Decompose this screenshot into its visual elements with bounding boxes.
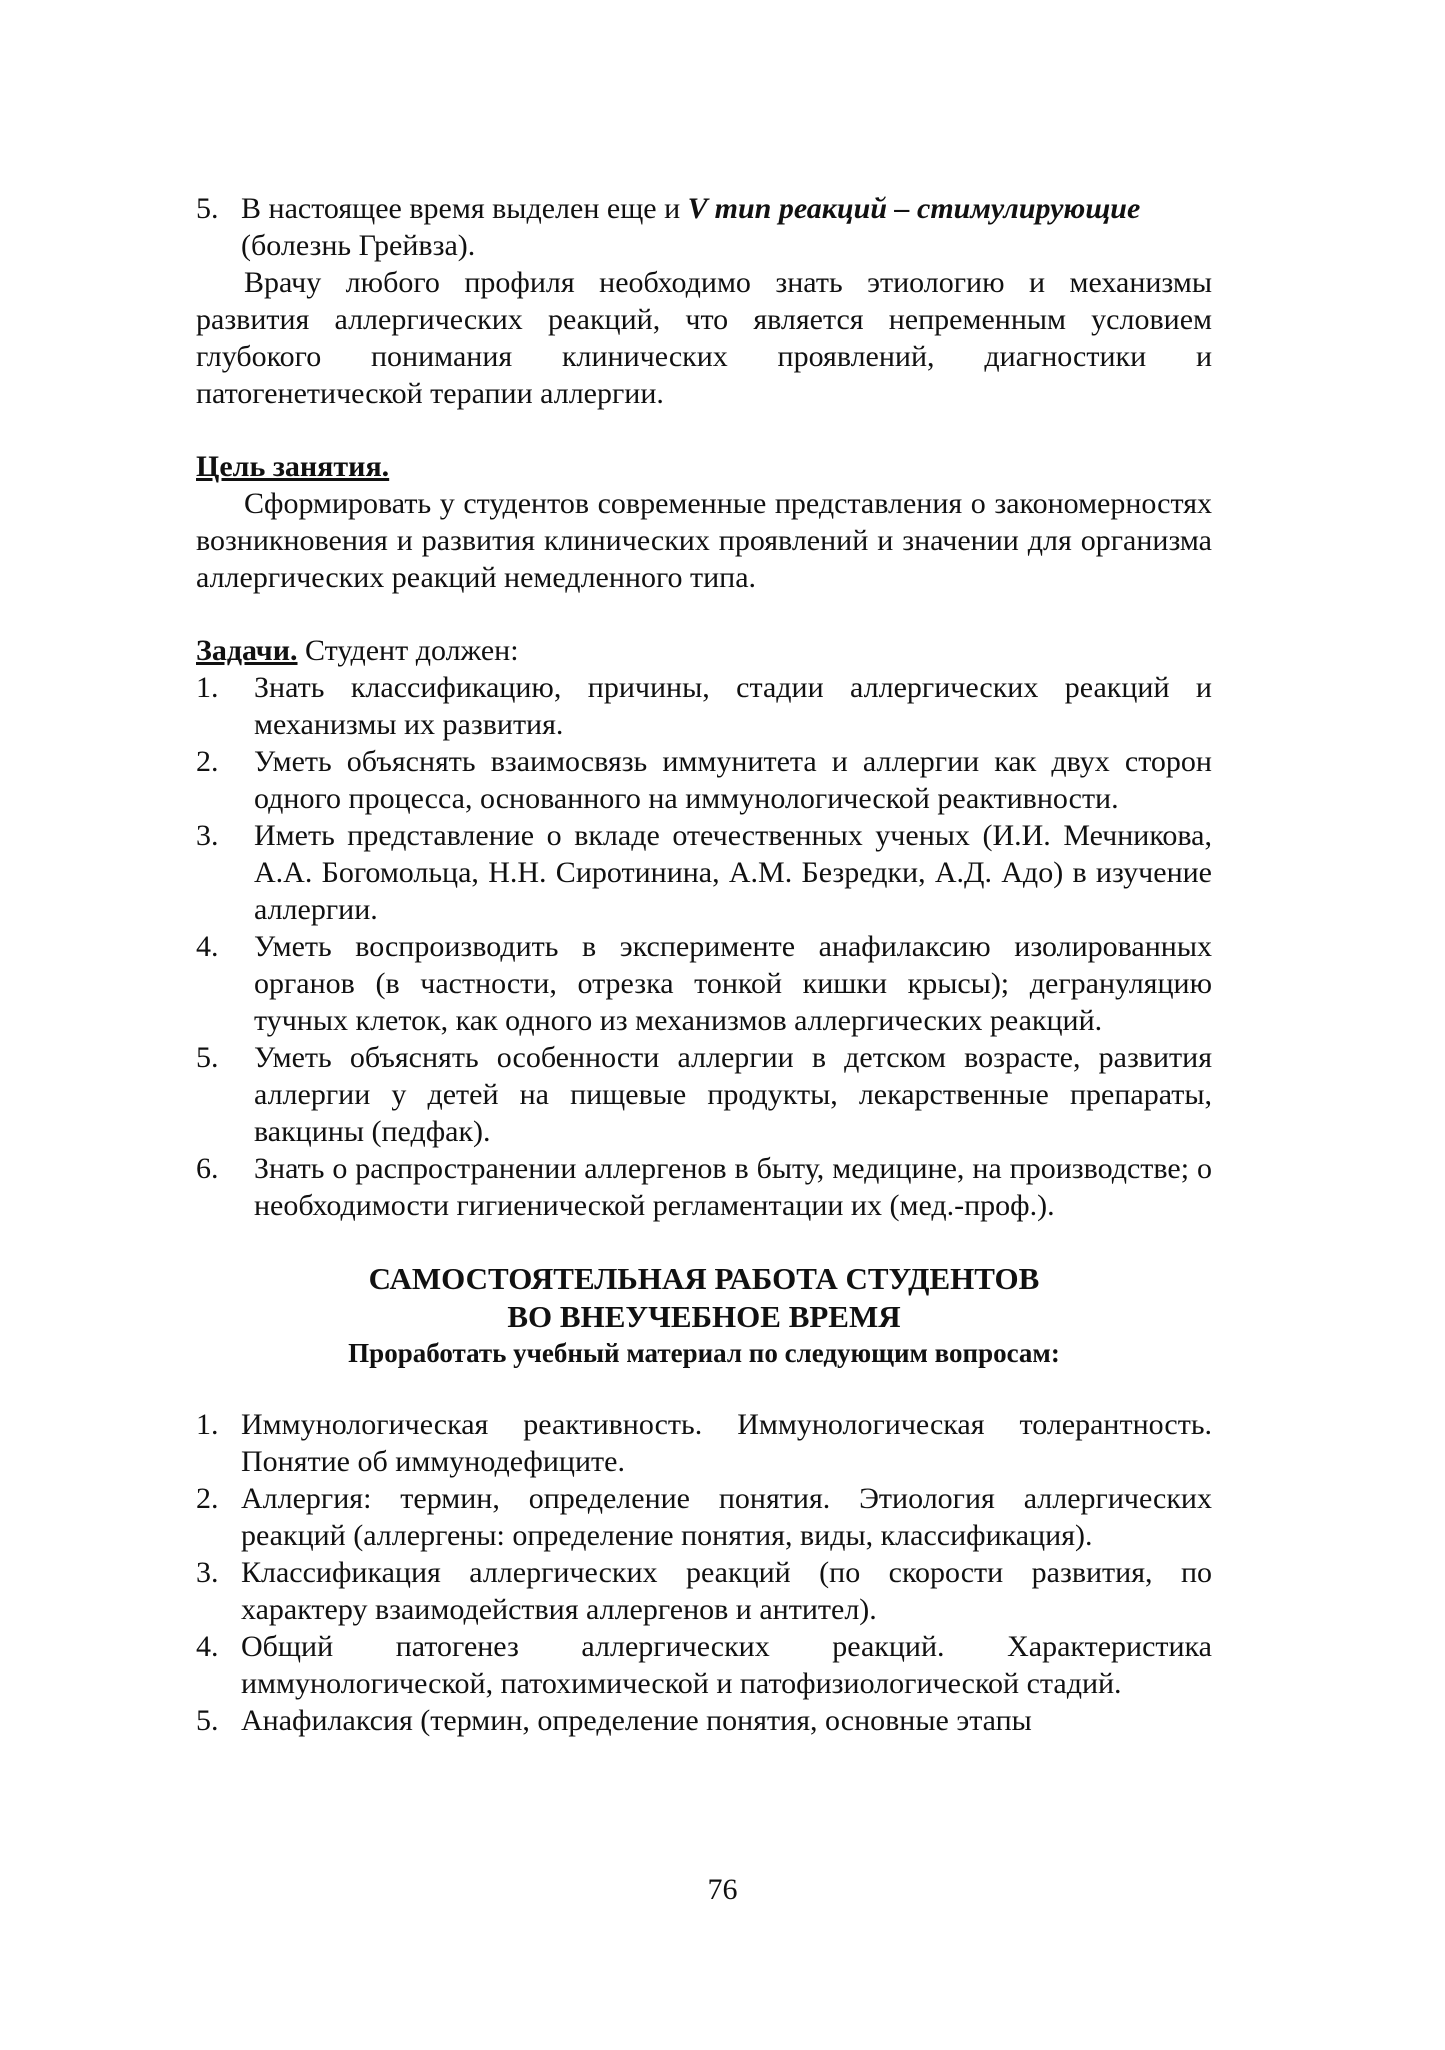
item-number: 1. — [196, 671, 219, 704]
list-item — [196, 928, 1212, 1039]
goal-text: Сформировать у студентов современные представления о закономерностях возникновения и развития клинических проявлений и значении для организма аллергических реакций немедленного типа. — [196, 487, 1212, 594]
list-item — [196, 669, 1212, 743]
item-text: Уметь объяснять взаимосвязь иммунитета и аллергии как двух сторон одного процесса, основанного на иммунологической реактивности. — [254, 745, 1212, 815]
tasks-lead: Студент должен: — [297, 634, 519, 667]
list-item — [196, 743, 1212, 817]
section-title-line1: САМОСТОЯТЕЛЬНАЯ РАБОТА СТУДЕНТОВ — [368, 1261, 1040, 1296]
list-item — [196, 190, 1212, 264]
list-item — [196, 1150, 1212, 1224]
item-text: Аллергия: термин, определение понятия. Этиология аллергических реакций (аллергены: определение понятия, виды, классификация). — [241, 1482, 1212, 1552]
item-text: Общий патогенез аллергических реакций. Характеристика иммунологической, патохимической и патофизиологической стадий. — [241, 1630, 1212, 1700]
item-text: Уметь воспроизводить в эксперименте анафилаксию изолированных органов (в частности, отрезка тонкой кишки крысы); дегрануляцию тучных клеток, как одного из механизмов аллергических реакций. — [254, 930, 1212, 1037]
item-number: 5. — [196, 1041, 219, 1074]
goal-heading-text: Цель занятия. — [196, 450, 390, 483]
item-number: 2. — [196, 745, 219, 778]
item-text: Классификация аллергических реакций (по скорости развития, по характеру взаимодействия аллергенов и антител). — [241, 1556, 1212, 1626]
item-number: 3. — [196, 1556, 219, 1589]
item-text — [241, 190, 1212, 264]
item-text: Уметь объяснять особенности аллергии в детском возрасте, развития аллергии у детей на пищевые продукты, лекарственные препараты, вакцины (педфак). — [254, 1041, 1212, 1148]
item-text-after: (болезнь Грейвза). — [241, 229, 476, 262]
list-item — [196, 817, 1212, 928]
item-number: 4. — [196, 1630, 219, 1663]
item-emphasis: V тип реакций – стимулирующие — [687, 192, 1141, 225]
page-number: 76 — [707, 1873, 738, 1906]
item-text: Знать классификацию, причины, стадии аллергических реакций и механизмы их развития. — [254, 671, 1212, 741]
item-text: Анафилаксия (термин, определение понятия, основные этапы — [241, 1704, 1032, 1737]
list-item — [196, 1702, 1212, 1739]
item-number: 3. — [196, 819, 219, 852]
tasks-list — [196, 669, 1212, 1224]
intro-paragraph: Врачу любого профиля необходимо знать этиологию и механизмы развития аллергических реакций, что является непременным условием глубокого понимания клинических проявлений, диагностики и патогенетической терапии аллергии. — [196, 266, 1212, 410]
item-number: 2. — [196, 1482, 219, 1515]
goal-heading — [196, 448, 1212, 485]
item-number: 5. — [196, 1704, 219, 1737]
list-item — [196, 1480, 1212, 1554]
section-title-line2: ВО ВНЕУЧЕБНОЕ ВРЕМЯ — [507, 1299, 901, 1334]
tasks-heading-text: Задачи. — [196, 634, 298, 667]
list-item — [196, 1039, 1212, 1150]
document-page — [196, 190, 1212, 1739]
list-item — [196, 1628, 1212, 1702]
item-number: 5. — [196, 192, 219, 225]
list-item — [196, 1554, 1212, 1628]
item-text: Знать о распространении аллергенов в быту, медицине, на производстве; о необходимости гигиенической регламентации их (мед.-проф.). — [254, 1152, 1212, 1222]
item-number: 4. — [196, 930, 219, 963]
item-number: 1. — [196, 1408, 219, 1441]
item-text-before: В настоящее время выделен еще и — [241, 192, 688, 225]
list-item — [196, 1406, 1212, 1480]
item-text: Иметь представление о вкладе отечественных ученых (И.И. Мечникова, А.А. Богомольца, Н.Н. Сиротинина, А.М. Безредки, А.Д. Адо) в изучение аллергии. — [254, 819, 1212, 926]
section-subtitle: Проработать учебный материал по следующим вопросам: — [348, 1338, 1060, 1368]
questions-list — [196, 1406, 1212, 1739]
item-text: Иммунологическая реактивность. Иммунологическая толерантность. Понятие об иммунодефиците. — [241, 1408, 1212, 1478]
tasks-heading — [196, 632, 1212, 669]
item-number: 6. — [196, 1152, 219, 1185]
